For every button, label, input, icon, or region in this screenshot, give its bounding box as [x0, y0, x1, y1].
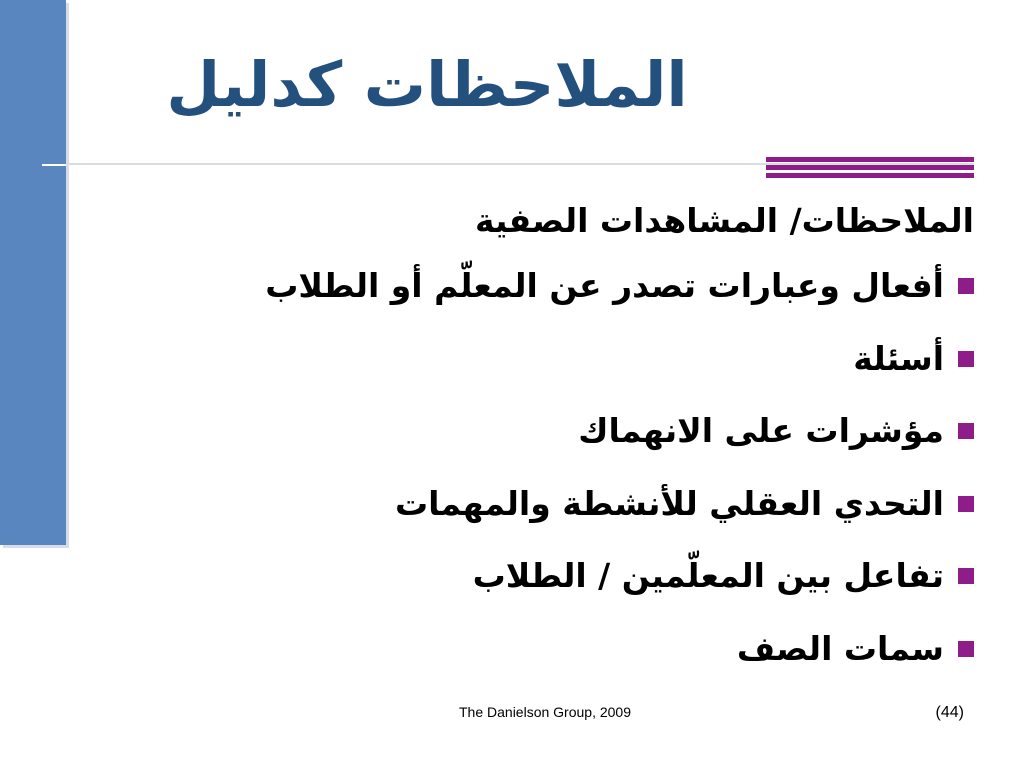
accent-stripe [766, 157, 974, 162]
square-bullet-icon [958, 423, 974, 439]
accent-stripe [766, 165, 974, 170]
list-item [214, 250, 974, 323]
square-bullet-icon [958, 496, 974, 512]
list-item-text: تفاعل بين المعلّمين / الطلاب [472, 556, 944, 595]
body-lead-text: الملاحظات/ المشاهدات الصفية [474, 201, 974, 240]
side-accent-tick [42, 164, 66, 166]
page-number: (44) [935, 704, 964, 721]
list-item [214, 323, 974, 396]
square-bullet-icon [958, 568, 974, 584]
square-bullet-icon [958, 278, 974, 294]
square-bullet-icon [958, 351, 974, 367]
footer-credit: The Danielson Group, 2009 [459, 704, 631, 720]
list-item-text: أسئلة [853, 338, 944, 378]
list-item [214, 540, 974, 613]
list-item [214, 468, 974, 541]
list-item-text: التحدي العقلي للأنشطة والمهمات [394, 483, 944, 523]
side-accent-bar [0, 0, 66, 545]
square-bullet-icon [958, 641, 974, 657]
list-item [214, 395, 974, 468]
slide-title: الملاحظات كدليل [166, 48, 688, 121]
bullet-list [214, 250, 974, 685]
accent-stripe [766, 173, 974, 178]
list-item [214, 613, 974, 686]
accent-stripes [766, 157, 974, 179]
list-item-text: سمات الصف [736, 628, 944, 668]
list-item-text: مؤشرات على الانهماك [578, 411, 944, 450]
slide-body [214, 192, 974, 685]
list-item-text: أفعال وعبارات تصدر عن المعلّم أو الطلاب [265, 266, 944, 305]
